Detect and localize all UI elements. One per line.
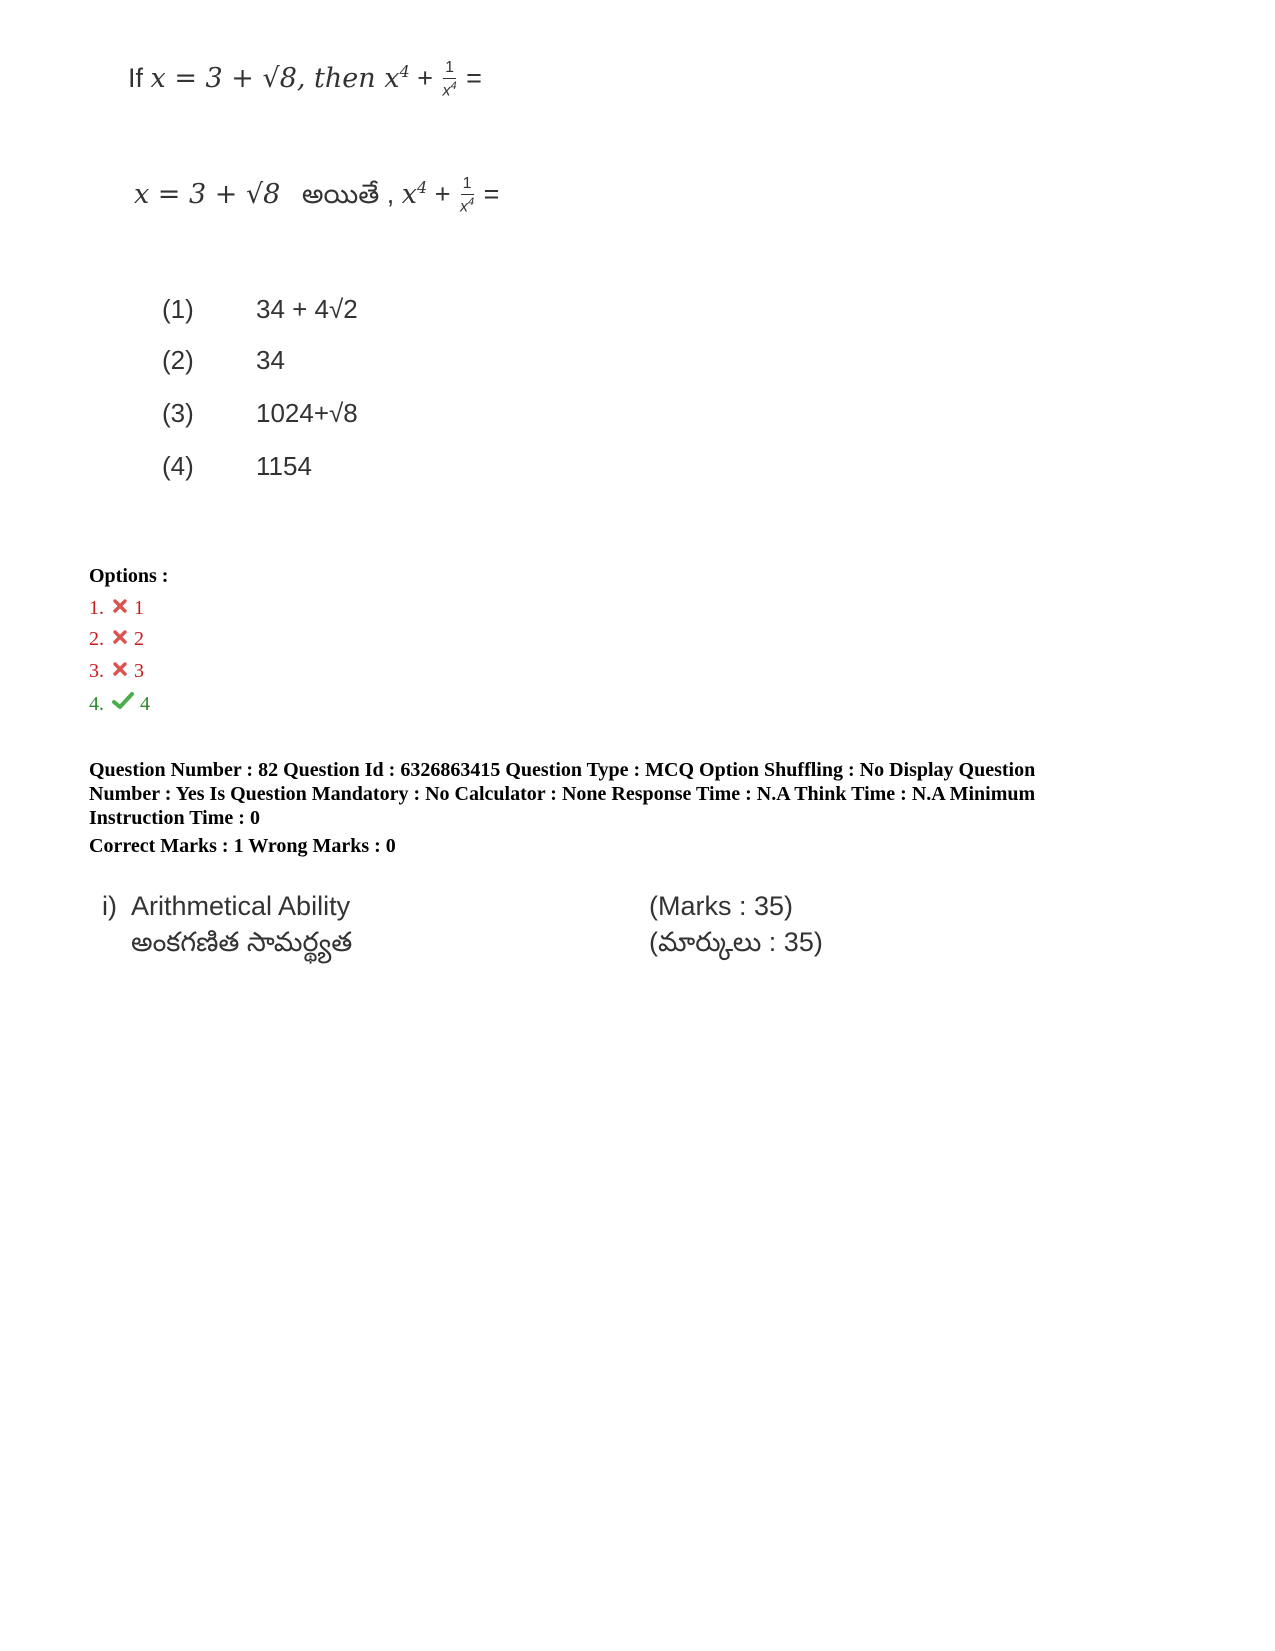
question-fraction: $\frac{1}{x^4}$ <box>442 59 457 100</box>
section-marks-te: (మార్కులు : 35) <box>649 927 823 957</box>
question-telugu: x = 3 + √8 అయితే , $x^4$ + $\frac{1}{x^4}$ = <box>134 175 500 216</box>
meta-line-2: Number : Yes Is Question Mandatory : No Calculator : None Response Time : N.A Think Time : N.A Minimum <box>89 783 1036 805</box>
question-option-4: (4) 1154 <box>162 451 312 481</box>
answer-option-1: 1. 1 <box>89 597 144 619</box>
question-option-2: (2) 34 <box>162 345 285 375</box>
section-title-en: Arithmetical Ability <box>131 891 351 921</box>
meta-marks: Correct Marks : 1 Wrong Marks : 0 <box>89 835 396 857</box>
check-icon <box>112 692 134 716</box>
cross-icon <box>112 628 128 651</box>
question-prefix: If <box>128 62 144 93</box>
meta-line-1: Question Number : 82 Question Id : 6326863415 Question Type : MCQ Option Shuffling : No Display Question <box>89 759 1036 781</box>
question-option-3: (3) 1024+√8 <box>162 398 358 428</box>
cross-icon <box>112 597 128 620</box>
question-expression: x = 3 + √8, then $x^4$ <box>150 61 410 94</box>
meta-line-3: Instruction Time : 0 <box>89 807 260 829</box>
section-title-te: అంకగణిత సామర్థ్యత <box>131 927 353 957</box>
answer-option-2: 2. 2 <box>89 628 144 650</box>
question-meta <box>89 758 1189 858</box>
question-option-1: (1) 34 + 4√2 <box>162 294 358 324</box>
section-heading <box>102 888 902 968</box>
answer-option-3: 3. 3 <box>89 660 144 682</box>
section-marks-en: (Marks : 35) <box>649 891 794 921</box>
answer-option-4: 4. 4 <box>89 692 150 715</box>
question-english: If x = 3 + √8, then $x^4$ + $\frac{1}{x^4}$ = <box>128 59 482 100</box>
cross-icon <box>112 660 128 683</box>
options-title: Options : <box>89 565 169 587</box>
section-label: i) <box>102 891 117 921</box>
